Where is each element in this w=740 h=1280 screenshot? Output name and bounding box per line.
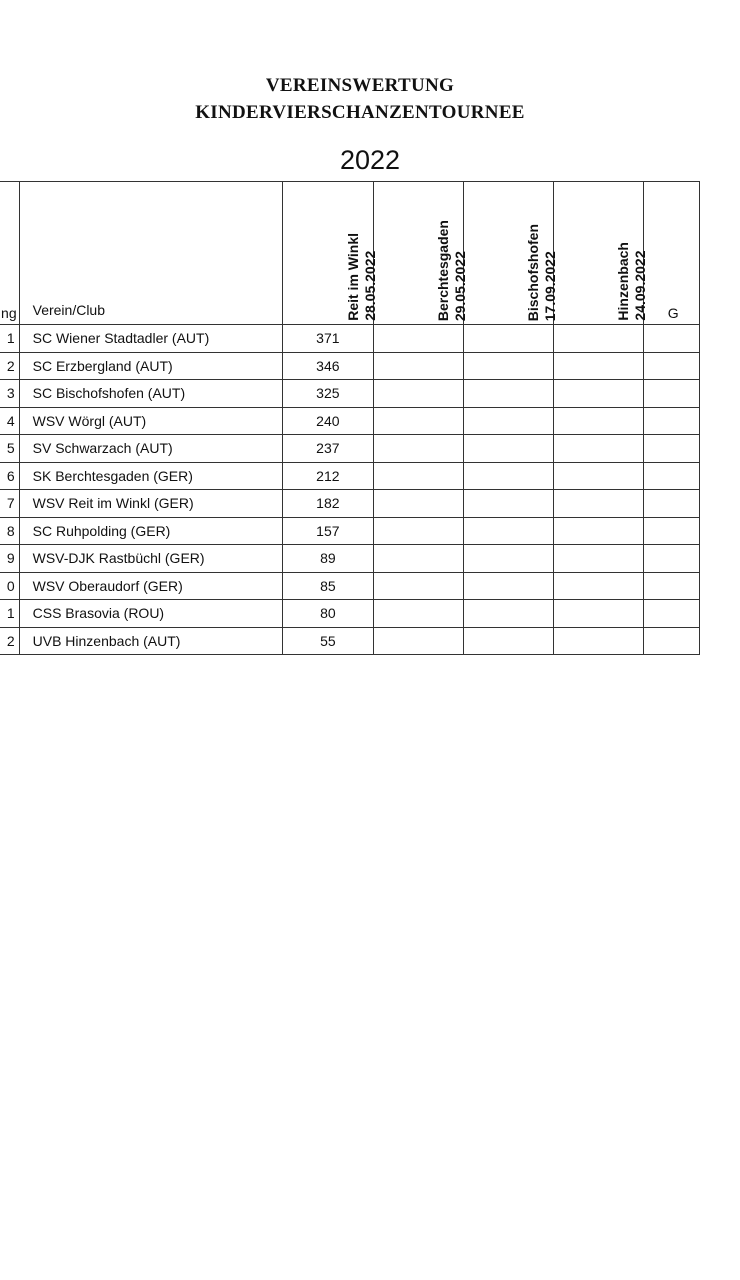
season-year: 2022 bbox=[339, 145, 401, 175]
header-rank: ng bbox=[0, 182, 19, 325]
points-reit-im-winkl-cell: 182 bbox=[282, 490, 373, 518]
points-hinzenbach-cell bbox=[553, 380, 643, 408]
club-name-cell: CSS Brasovia (ROU) bbox=[19, 600, 282, 628]
club-name-cell: WSV Reit im Winkl (GER) bbox=[19, 490, 282, 518]
rank-cell: 9 bbox=[0, 545, 19, 573]
points-hinzenbach-cell bbox=[553, 572, 643, 600]
rank-cell: 1 bbox=[0, 325, 19, 353]
header-total: G bbox=[643, 182, 699, 325]
total-cell bbox=[643, 462, 699, 490]
table-row bbox=[0, 627, 700, 655]
table-row bbox=[0, 325, 700, 353]
points-reit-im-winkl-cell: 325 bbox=[282, 380, 373, 408]
total-cell bbox=[643, 380, 699, 408]
table-row bbox=[0, 517, 700, 545]
points-bischofshofen-cell bbox=[463, 627, 553, 655]
points-bischofshofen-cell bbox=[463, 325, 553, 353]
points-berchtesgaden-cell bbox=[374, 600, 464, 628]
total-cell bbox=[643, 435, 699, 463]
header-club: Verein/Club bbox=[19, 182, 282, 325]
points-reit-im-winkl-cell: 157 bbox=[282, 517, 373, 545]
points-berchtesgaden-cell bbox=[374, 352, 464, 380]
header-event-berchtesgaden: Berchtesgaden 29.05.2022 bbox=[374, 182, 464, 325]
total-cell bbox=[643, 600, 699, 628]
points-bischofshofen-cell bbox=[463, 600, 553, 628]
rank-cell: 4 bbox=[0, 407, 19, 435]
table-row bbox=[0, 352, 700, 380]
points-berchtesgaden-cell bbox=[374, 517, 464, 545]
points-hinzenbach-cell bbox=[553, 435, 643, 463]
header-event-bischofshofen: Bischofshofen 17.09.2022 bbox=[463, 182, 553, 325]
table-row bbox=[0, 600, 700, 628]
club-name-cell: SC Erzbergland (AUT) bbox=[19, 352, 282, 380]
club-name-cell: SV Schwarzach (AUT) bbox=[19, 435, 282, 463]
table-row bbox=[0, 380, 700, 408]
rank-cell: 2 bbox=[0, 352, 19, 380]
points-berchtesgaden-cell bbox=[374, 462, 464, 490]
header-event-reit-im-winkl: Reit im Winkl 28.05.2022 bbox=[282, 182, 373, 325]
points-bischofshofen-cell bbox=[463, 407, 553, 435]
rank-cell: 1 bbox=[0, 600, 19, 628]
club-name-cell: UVB Hinzenbach (AUT) bbox=[19, 627, 282, 655]
club-name-cell: SC Wiener Stadtadler (AUT) bbox=[19, 325, 282, 353]
points-hinzenbach-cell bbox=[553, 600, 643, 628]
points-reit-im-winkl-cell: 371 bbox=[282, 325, 373, 353]
points-berchtesgaden-cell bbox=[374, 380, 464, 408]
points-reit-im-winkl-cell: 89 bbox=[282, 545, 373, 573]
points-bischofshofen-cell bbox=[463, 572, 553, 600]
points-reit-im-winkl-cell: 240 bbox=[282, 407, 373, 435]
points-hinzenbach-cell bbox=[553, 517, 643, 545]
header-event-hinzenbach: Hinzenbach 24.09.2022 bbox=[553, 182, 643, 325]
total-cell bbox=[643, 545, 699, 573]
standings-table bbox=[0, 181, 700, 655]
points-hinzenbach-cell bbox=[553, 407, 643, 435]
points-hinzenbach-cell bbox=[553, 627, 643, 655]
points-reit-im-winkl-cell: 237 bbox=[282, 435, 373, 463]
points-hinzenbach-cell bbox=[553, 545, 643, 573]
table-row bbox=[0, 545, 700, 573]
points-berchtesgaden-cell bbox=[374, 490, 464, 518]
club-name-cell: SC Bischofshofen (AUT) bbox=[19, 380, 282, 408]
rank-cell: 5 bbox=[0, 435, 19, 463]
rank-cell: 8 bbox=[0, 517, 19, 545]
points-bischofshofen-cell bbox=[463, 435, 553, 463]
document-subtitle: KINDERVIERSCHANZENTOURNEE bbox=[195, 102, 525, 123]
points-reit-im-winkl-cell: 346 bbox=[282, 352, 373, 380]
points-hinzenbach-cell bbox=[553, 462, 643, 490]
club-name-cell: SK Berchtesgaden (GER) bbox=[19, 462, 282, 490]
rank-cell: 6 bbox=[0, 462, 19, 490]
total-cell bbox=[643, 407, 699, 435]
points-hinzenbach-cell bbox=[553, 352, 643, 380]
points-hinzenbach-cell bbox=[553, 490, 643, 518]
points-bischofshofen-cell bbox=[463, 380, 553, 408]
total-cell bbox=[643, 325, 699, 353]
points-bischofshofen-cell bbox=[463, 517, 553, 545]
total-cell bbox=[643, 517, 699, 545]
points-berchtesgaden-cell bbox=[374, 572, 464, 600]
rank-cell: 2 bbox=[0, 627, 19, 655]
points-hinzenbach-cell bbox=[553, 325, 643, 353]
rank-cell: 7 bbox=[0, 490, 19, 518]
points-bischofshofen-cell bbox=[463, 462, 553, 490]
rank-cell: 0 bbox=[0, 572, 19, 600]
total-cell bbox=[643, 627, 699, 655]
points-reit-im-winkl-cell: 80 bbox=[282, 600, 373, 628]
points-berchtesgaden-cell bbox=[374, 435, 464, 463]
header-row bbox=[0, 182, 700, 325]
points-reit-im-winkl-cell: 55 bbox=[282, 627, 373, 655]
table-row bbox=[0, 435, 700, 463]
club-name-cell: SC Ruhpolding (GER) bbox=[19, 517, 282, 545]
points-bischofshofen-cell bbox=[463, 352, 553, 380]
points-berchtesgaden-cell bbox=[374, 325, 464, 353]
table-row bbox=[0, 407, 700, 435]
rank-cell: 3 bbox=[0, 380, 19, 408]
points-berchtesgaden-cell bbox=[374, 545, 464, 573]
points-reit-im-winkl-cell: 212 bbox=[282, 462, 373, 490]
document-title: VEREINSWERTUNG bbox=[265, 75, 455, 96]
points-berchtesgaden-cell bbox=[374, 627, 464, 655]
table-row bbox=[0, 490, 700, 518]
club-name-cell: WSV Wörgl (AUT) bbox=[19, 407, 282, 435]
total-cell bbox=[643, 490, 699, 518]
points-bischofshofen-cell bbox=[463, 545, 553, 573]
table-row bbox=[0, 462, 700, 490]
table-row bbox=[0, 572, 700, 600]
total-cell bbox=[643, 572, 699, 600]
club-name-cell: WSV-DJK Rastbüchl (GER) bbox=[19, 545, 282, 573]
points-berchtesgaden-cell bbox=[374, 407, 464, 435]
club-name-cell: WSV Oberaudorf (GER) bbox=[19, 572, 282, 600]
points-bischofshofen-cell bbox=[463, 490, 553, 518]
points-reit-im-winkl-cell: 85 bbox=[282, 572, 373, 600]
total-cell bbox=[643, 352, 699, 380]
